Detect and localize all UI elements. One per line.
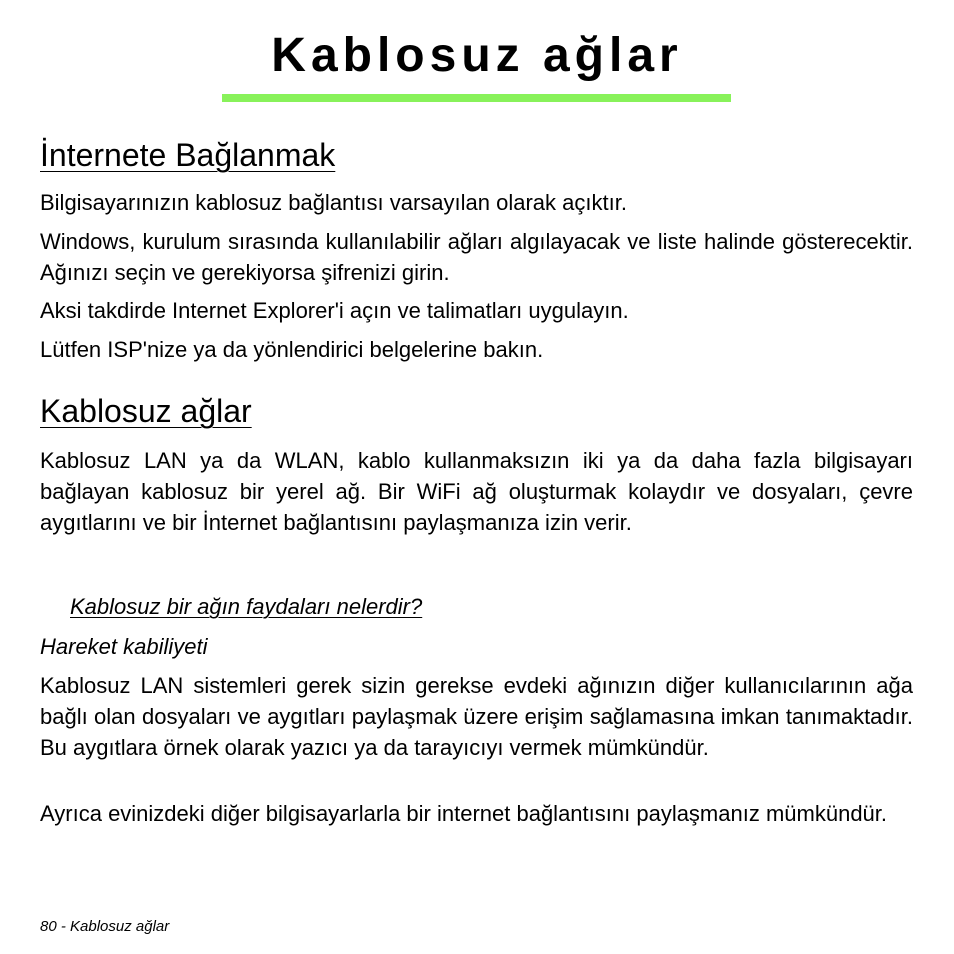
title-underline-bar [222,94,731,102]
paragraph: Aksi takdirde Internet Explorer'i açın ve talimatları uygulayın. [40,298,629,323]
subheading: Hareket kabiliyeti [40,634,208,659]
paragraph: Kablosuz LAN sistemleri gerek sizin gerekse evdeki ağınızın diğer kullanıcılarının ağa bağlı olan dosyaları ve aygıtları paylaşmak üzere erişim sağlamasına imkan tanımaktadır. Bu aygıtlara örnek olarak yazıcı ya da tarayıcıyı vermek mümkündür. [40,673,913,760]
paragraph: Windows, kurulum sırasında kullanılabilir ağları algılayacak ve liste halinde gösterecektir. Ağınızı seçin ve gerekiyorsa şifrenizi girin. [40,229,913,285]
paragraph: Kablosuz LAN ya da WLAN, kablo kullanmaksızın iki ya da daha fazla bilgisayarı bağlayan kablosuz bir yerel ağ. Bir WiFi ağ oluşturmak kolaydır ve dosyaları, çevre aygıtlarını ve bir İnternet bağlantısını paylaşmanıza izin verir. [40,448,913,535]
page-title: Kablosuz ağlar [271,29,683,82]
paragraph: Ayrıca evinizdeki diğer bilgisayarlarla bir internet bağlantısını paylaşmanız mümkündür. [40,801,888,826]
section-heading-internet: İnternete Bağlanmak [40,137,336,173]
question-link[interactable]: Kablosuz bir ağın faydaları nelerdir? [70,594,423,619]
paragraph: Bilgisayarınızın kablosuz bağlantısı varsayılan olarak açıktır. [40,190,627,215]
section-heading-wireless: Kablosuz ağlar [40,393,252,429]
page-footer: 80 - Kablosuz ağlar [40,918,170,935]
paragraph: Lütfen ISP'nize ya da yönlendirici belgelerine bakın. [40,337,544,362]
